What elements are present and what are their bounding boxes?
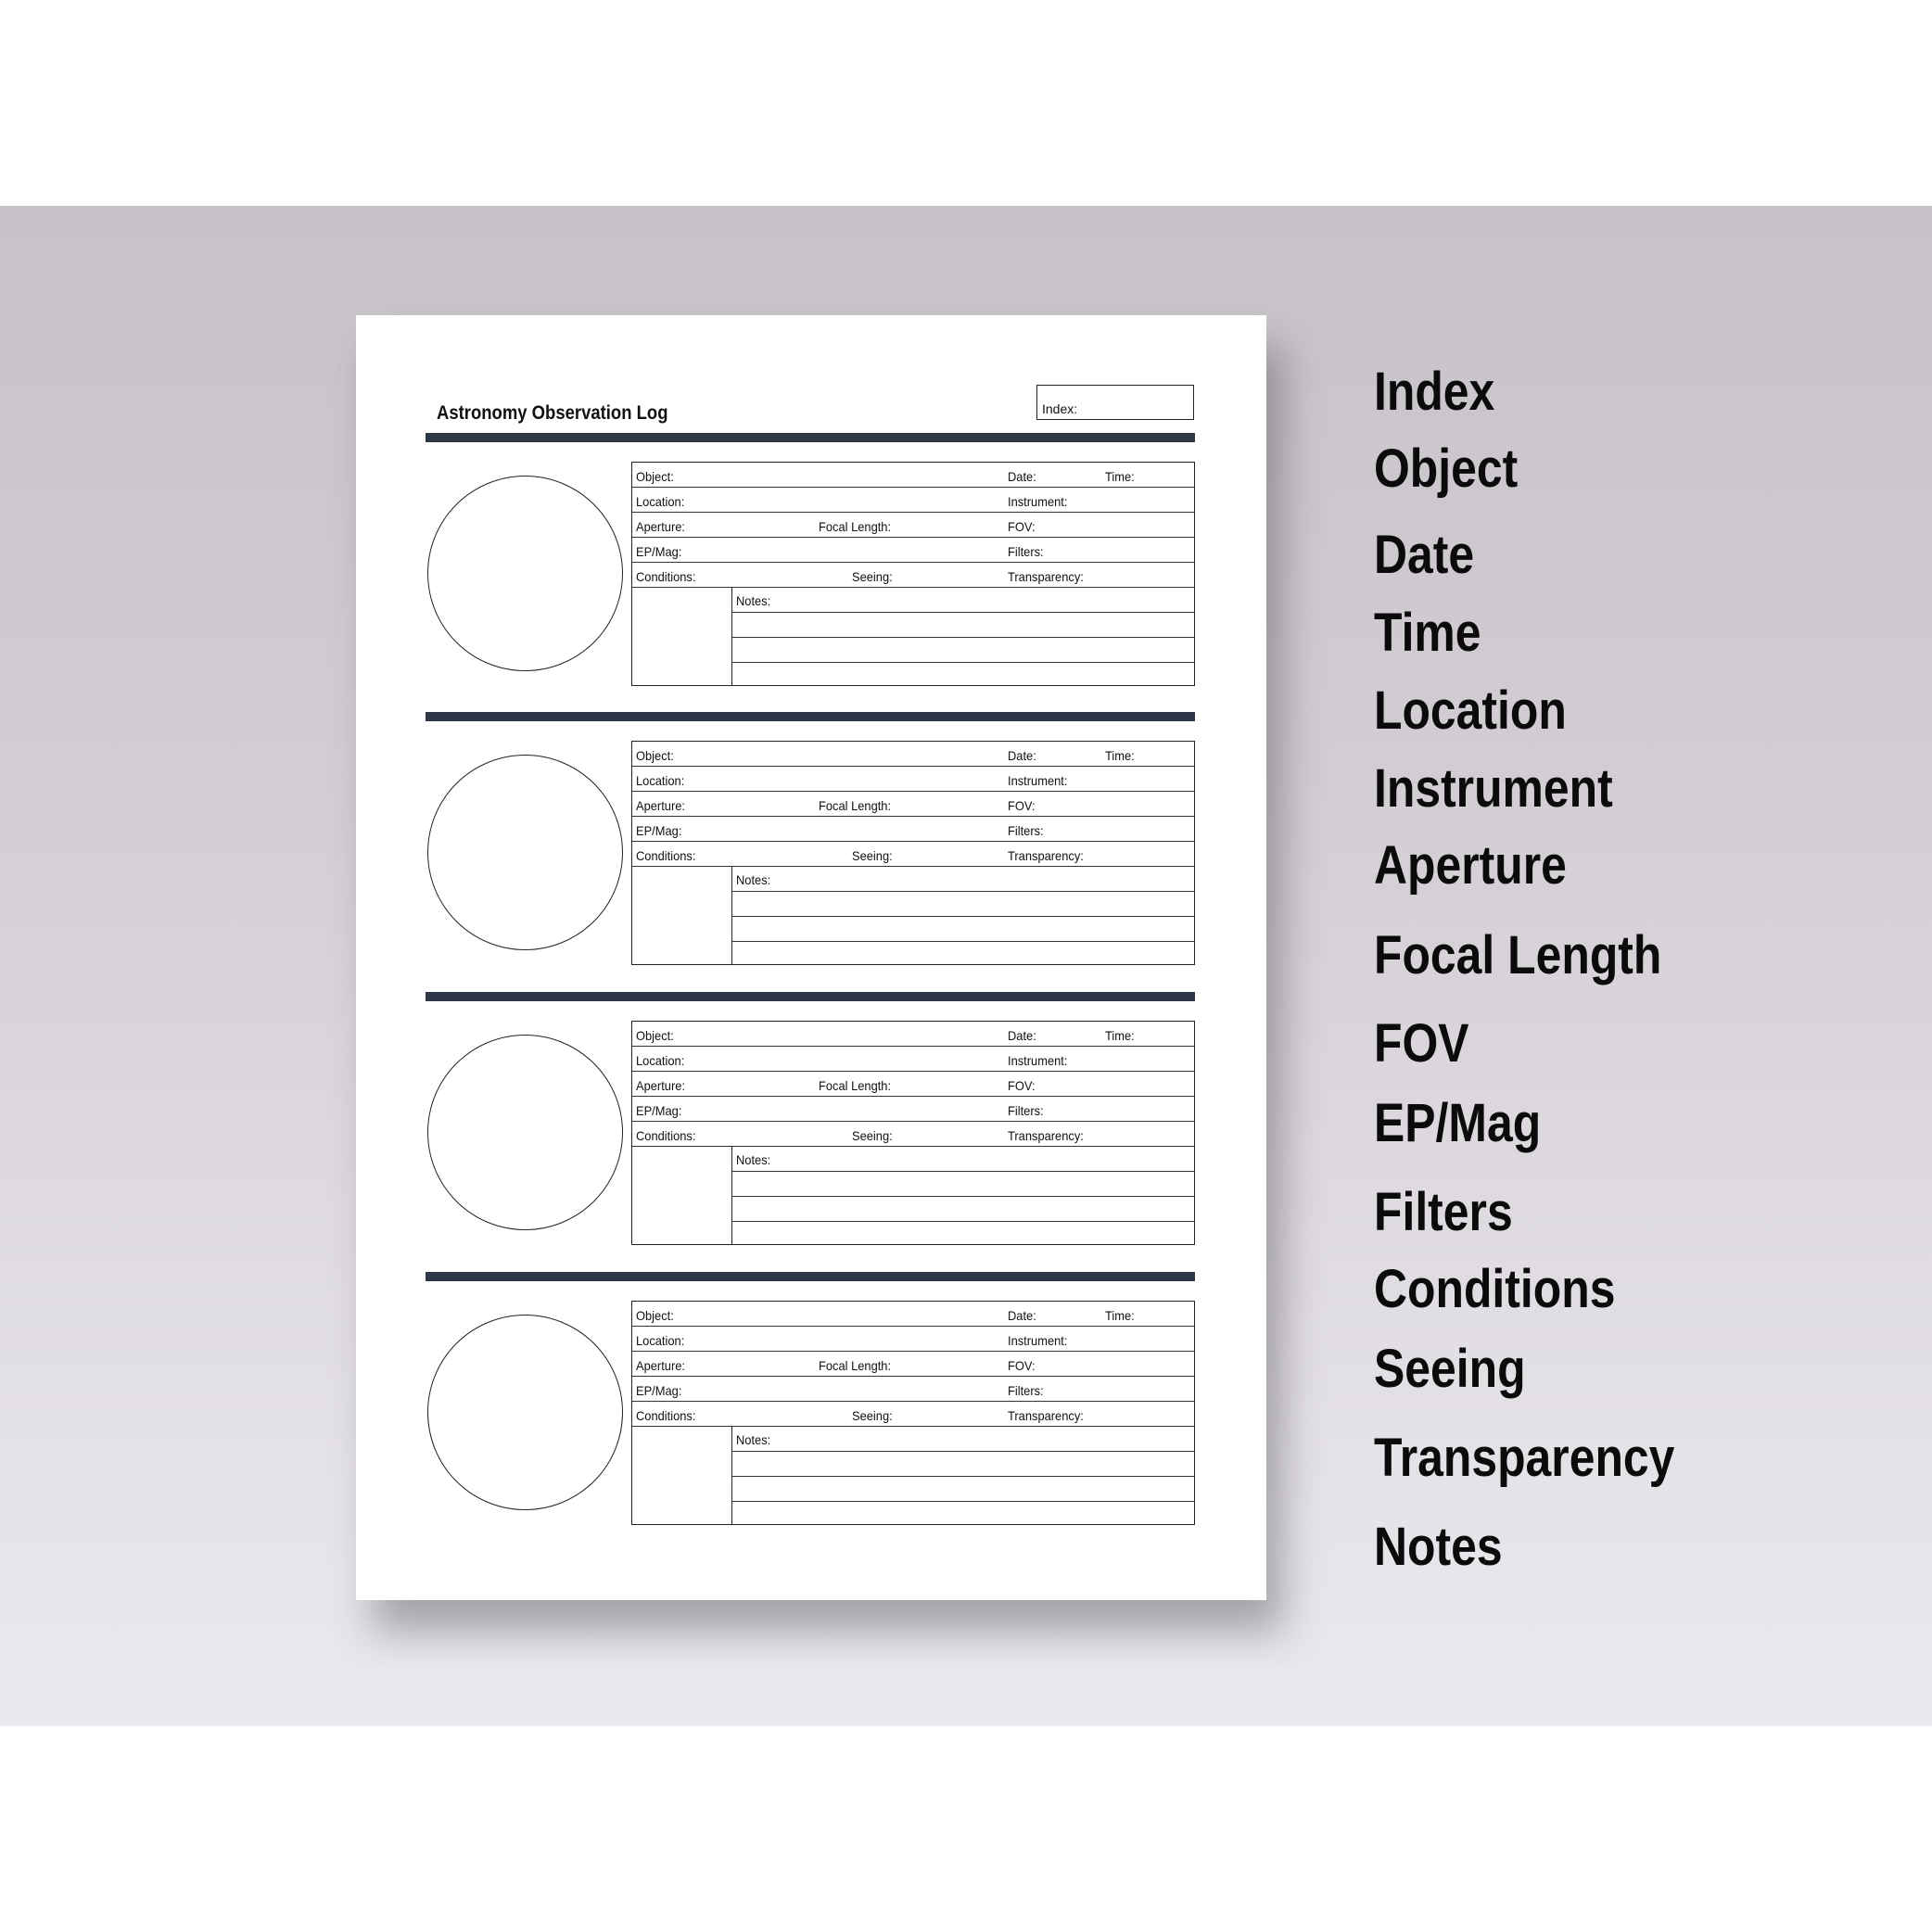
field-label-location: Location:	[636, 1333, 685, 1348]
field-label-date: Date:	[1008, 1028, 1036, 1043]
sketch-circle[interactable]	[427, 1035, 623, 1230]
field-label-object: Object:	[636, 1308, 674, 1323]
field-label-conditions: Conditions:	[636, 1128, 696, 1143]
log-sheet	[356, 315, 1266, 1600]
field-label-aperture: Aperture:	[636, 519, 685, 534]
mini-sketch-box[interactable]	[632, 587, 732, 685]
field-label-aperture: Aperture:	[636, 1078, 685, 1093]
sketch-circle[interactable]	[427, 1315, 623, 1510]
notes-line[interactable]	[731, 941, 1194, 942]
feature-item: Notes	[1374, 1517, 1503, 1577]
observation-form	[631, 1301, 1195, 1525]
field-label-notes: Notes:	[736, 593, 771, 608]
field-label-aperture: Aperture:	[636, 1358, 685, 1373]
mini-sketch-box[interactable]	[632, 1426, 732, 1524]
field-label-ep-mag: EP/Mag:	[636, 823, 682, 838]
form-row[interactable]	[632, 1047, 1194, 1072]
field-label-seeing: Seeing:	[852, 1128, 893, 1143]
index-label: Index:	[1042, 401, 1078, 416]
field-label-focal-length: Focal Length:	[819, 798, 892, 813]
observation-form	[631, 741, 1195, 965]
feature-item: Transparency	[1374, 1428, 1675, 1488]
observation-form	[631, 1021, 1195, 1245]
form-row[interactable]	[632, 1402, 1194, 1427]
form-row[interactable]	[632, 513, 1194, 538]
section-divider	[426, 1272, 1195, 1281]
form-row[interactable]	[632, 463, 1194, 488]
notes-line[interactable]	[731, 612, 1194, 613]
field-label-seeing: Seeing:	[852, 848, 893, 863]
section-divider	[426, 712, 1195, 721]
field-label-conditions: Conditions:	[636, 848, 696, 863]
feature-item: FOV	[1374, 1013, 1469, 1074]
field-label-filters: Filters:	[1008, 1383, 1044, 1398]
field-label-transparency: Transparency:	[1008, 1408, 1084, 1423]
field-label-ep-mag: EP/Mag:	[636, 544, 682, 559]
field-label-object: Object:	[636, 748, 674, 763]
feature-item: EP/Mag	[1374, 1093, 1542, 1153]
field-label-ep-mag: EP/Mag:	[636, 1103, 682, 1118]
field-label-instrument: Instrument:	[1008, 494, 1068, 509]
form-row[interactable]	[632, 1122, 1194, 1147]
section-divider	[426, 992, 1195, 1001]
page-title: Astronomy Observation Log	[437, 402, 668, 424]
field-label-location: Location:	[636, 1053, 685, 1068]
field-label-fov: FOV:	[1008, 1358, 1036, 1373]
field-label-seeing: Seeing:	[852, 1408, 893, 1423]
field-label-fov: FOV:	[1008, 798, 1036, 813]
field-label-filters: Filters:	[1008, 1103, 1044, 1118]
form-row[interactable]	[632, 538, 1194, 563]
field-label-object: Object:	[636, 1028, 674, 1043]
notes-area	[632, 866, 1194, 964]
field-label-focal-length: Focal Length:	[819, 1358, 892, 1373]
notes-line[interactable]	[731, 637, 1194, 638]
mini-sketch-box[interactable]	[632, 866, 732, 964]
index-field[interactable]	[1036, 385, 1194, 420]
field-label-ep-mag: EP/Mag:	[636, 1383, 682, 1398]
feature-item: Index	[1374, 362, 1495, 422]
form-row[interactable]	[632, 1072, 1194, 1097]
field-label-filters: Filters:	[1008, 823, 1044, 838]
feature-item: Seeing	[1374, 1339, 1526, 1399]
form-row[interactable]	[632, 1302, 1194, 1327]
field-label-instrument: Instrument:	[1008, 1333, 1068, 1348]
field-label-conditions: Conditions:	[636, 569, 696, 584]
feature-item: Time	[1374, 603, 1481, 663]
feature-item: Instrument	[1374, 758, 1613, 819]
field-label-fov: FOV:	[1008, 1078, 1036, 1093]
field-label-transparency: Transparency:	[1008, 569, 1084, 584]
section-divider	[426, 433, 1195, 442]
notes-area	[632, 1146, 1194, 1244]
field-label-time: Time:	[1105, 748, 1135, 763]
notes-line[interactable]	[731, 916, 1194, 917]
field-label-time: Time:	[1105, 1308, 1135, 1323]
field-label-date: Date:	[1008, 469, 1036, 484]
form-row[interactable]	[632, 1022, 1194, 1047]
form-row[interactable]	[632, 563, 1194, 588]
form-row[interactable]	[632, 1327, 1194, 1352]
field-label-conditions: Conditions:	[636, 1408, 696, 1423]
form-row[interactable]	[632, 842, 1194, 867]
mini-sketch-box[interactable]	[632, 1146, 732, 1244]
field-label-notes: Notes:	[736, 1432, 771, 1447]
notes-line[interactable]	[731, 1221, 1194, 1222]
sketch-circle[interactable]	[427, 476, 623, 671]
feature-item: Conditions	[1374, 1259, 1616, 1319]
field-label-object: Object:	[636, 469, 674, 484]
notes-line[interactable]	[731, 1501, 1194, 1502]
field-label-date: Date:	[1008, 748, 1036, 763]
feature-item: Location	[1374, 680, 1567, 741]
form-row[interactable]	[632, 1352, 1194, 1377]
field-label-transparency: Transparency:	[1008, 848, 1084, 863]
field-label-fov: FOV:	[1008, 519, 1036, 534]
field-label-location: Location:	[636, 494, 685, 509]
feature-item: Date	[1374, 525, 1475, 585]
notes-line[interactable]	[731, 1171, 1194, 1172]
form-row[interactable]	[632, 767, 1194, 792]
notes-line[interactable]	[731, 1451, 1194, 1452]
observation-form	[631, 462, 1195, 686]
feature-item: Focal Length	[1374, 925, 1662, 985]
feature-item: Filters	[1374, 1182, 1513, 1242]
notes-line[interactable]	[731, 1476, 1194, 1477]
notes-line[interactable]	[731, 891, 1194, 892]
feature-item: Aperture	[1374, 835, 1567, 896]
field-label-transparency: Transparency:	[1008, 1128, 1084, 1143]
field-label-instrument: Instrument:	[1008, 1053, 1068, 1068]
field-label-focal-length: Focal Length:	[819, 519, 892, 534]
field-label-notes: Notes:	[736, 872, 771, 887]
field-label-time: Time:	[1105, 1028, 1135, 1043]
feature-item: Object	[1374, 439, 1519, 499]
field-label-seeing: Seeing:	[852, 569, 893, 584]
notes-area	[632, 1426, 1194, 1524]
field-label-aperture: Aperture:	[636, 798, 685, 813]
form-row[interactable]	[632, 488, 1194, 513]
field-label-notes: Notes:	[736, 1152, 771, 1167]
notes-line[interactable]	[731, 1196, 1194, 1197]
field-label-location: Location:	[636, 773, 685, 788]
sketch-circle[interactable]	[427, 755, 623, 950]
notes-area	[632, 587, 1194, 685]
field-label-focal-length: Focal Length:	[819, 1078, 892, 1093]
field-label-date: Date:	[1008, 1308, 1036, 1323]
form-row[interactable]	[632, 1377, 1194, 1402]
form-row[interactable]	[632, 1097, 1194, 1122]
form-row[interactable]	[632, 742, 1194, 767]
field-label-filters: Filters:	[1008, 544, 1044, 559]
notes-line[interactable]	[731, 662, 1194, 663]
field-label-time: Time:	[1105, 469, 1135, 484]
form-row[interactable]	[632, 792, 1194, 817]
form-row[interactable]	[632, 817, 1194, 842]
field-label-instrument: Instrument:	[1008, 773, 1068, 788]
